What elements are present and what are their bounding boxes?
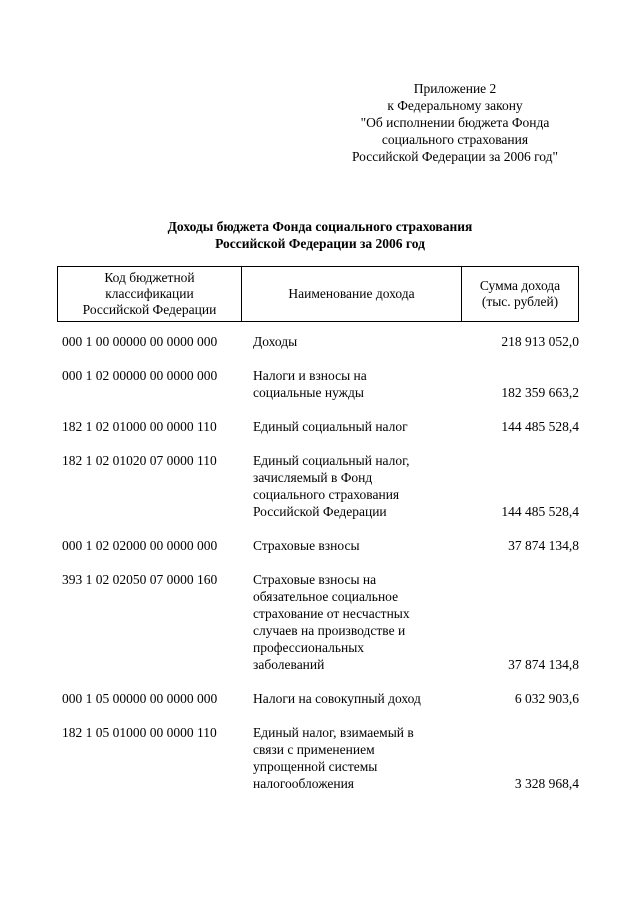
row-code: 000 1 05 00000 00 0000 000	[62, 691, 218, 706]
header-amount-label: Сумма дохода (тыс. рублей)	[479, 278, 561, 309]
annex-line: Российской Федерации за 2006 год"	[351, 149, 559, 164]
table-row	[57, 367, 579, 401]
row-amount: 37 874 134,8	[508, 538, 579, 553]
annex-block	[330, 80, 580, 165]
row-name: Единый социальный налог	[253, 419, 408, 434]
row-amount: 144 485 528,4	[501, 419, 579, 434]
row-code: 182 1 05 01000 00 0000 110	[62, 725, 217, 740]
header-code	[58, 267, 242, 321]
row-name: Налоги на совокупный доход	[253, 691, 421, 706]
row-amount: 144 485 528,4	[501, 504, 579, 519]
table-row	[57, 333, 579, 350]
row-amount: 6 032 903,6	[514, 691, 579, 706]
annex-line: "Об исполнении бюджета Фонда	[360, 115, 550, 130]
row-name: Страховые взносы на обязательное социальное страхование от несчастных случаев на производстве и профессиональных заболеваний	[253, 572, 410, 672]
table-row	[57, 690, 579, 707]
row-code: 000 1 02 02000 00 0000 000	[62, 538, 218, 553]
table-row	[57, 537, 579, 554]
row-code: 000 1 02 00000 00 0000 000	[62, 368, 218, 383]
table-row	[57, 571, 579, 673]
row-code: 182 1 02 01020 07 0000 110	[62, 453, 217, 468]
row-amount: 182 359 663,2	[501, 385, 579, 400]
table-row	[57, 724, 579, 792]
row-name: Доходы	[253, 334, 298, 349]
annex-line: Приложение 2	[413, 81, 497, 96]
header-name-label: Наименование дохода	[288, 286, 415, 301]
annex-line: к Федеральному закону	[387, 98, 523, 113]
header-amount	[462, 267, 578, 321]
row-name: Налоги и взносы на социальные нужды	[253, 368, 367, 400]
row-name: Страховые взносы	[253, 538, 360, 553]
row-name: Единый налог, взимаемый в связи с применением упрощенной системы налогообложения	[253, 725, 414, 791]
row-amount: 3 328 968,4	[514, 776, 579, 791]
table-row	[57, 452, 579, 520]
row-code: 393 1 02 02050 07 0000 160	[62, 572, 218, 587]
document-title	[60, 218, 580, 252]
table-header	[57, 266, 579, 322]
header-code-label: Код бюджетной классификации Российской Федерации	[82, 270, 217, 317]
row-code: 182 1 02 01000 00 0000 110	[62, 419, 217, 434]
row-amount: 218 913 052,0	[501, 334, 579, 349]
table-body	[57, 333, 579, 809]
title-line-1: Доходы бюджета Фонда социального страхования	[167, 219, 473, 234]
row-code: 000 1 00 00000 00 0000 000	[62, 334, 218, 349]
table-row	[57, 418, 579, 435]
row-amount: 37 874 134,8	[508, 657, 579, 672]
header-name	[242, 267, 462, 321]
title-line-2: Российской Федерации за 2006 год	[215, 236, 425, 251]
annex-line: социального страхования	[381, 132, 529, 147]
row-name: Единый социальный налог, зачисляемый в Фонд социального страхования Российской Федерации	[253, 453, 410, 519]
